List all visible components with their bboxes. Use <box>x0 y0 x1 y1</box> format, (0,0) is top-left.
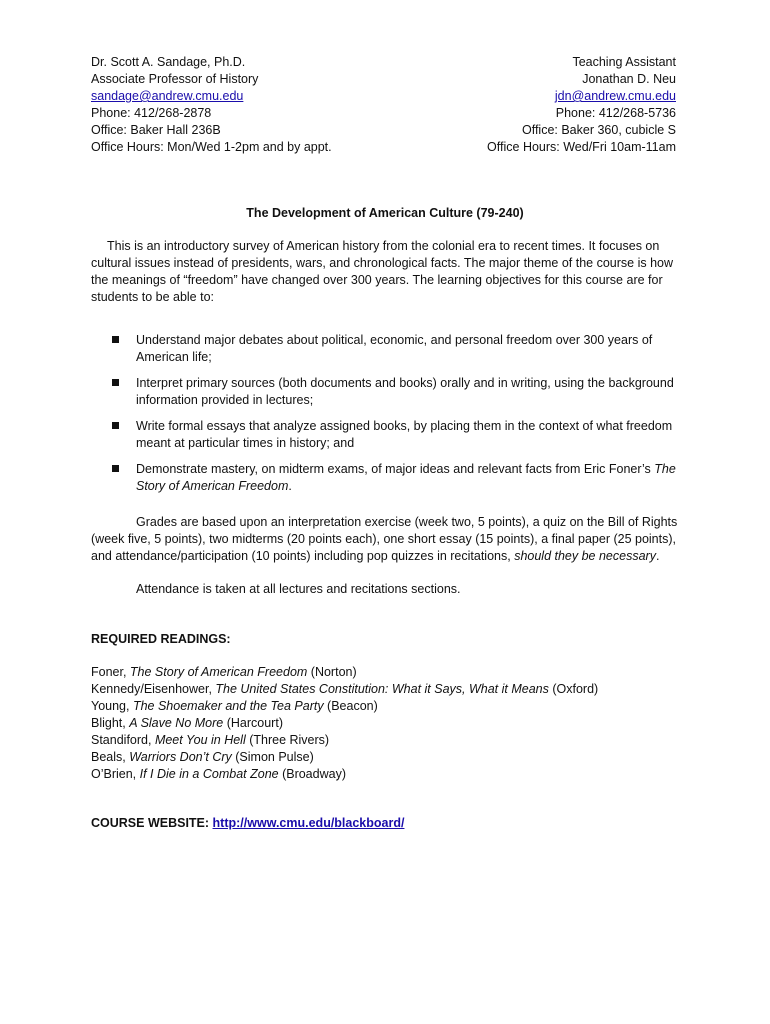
reading-item <box>91 749 598 766</box>
reading-publisher: (Oxford) <box>548 682 599 696</box>
reading-publisher: (Simon Pulse) <box>231 750 314 764</box>
objective-text: Understand major debates about political, economic, and personal freedom over 300 years of American life; <box>136 333 653 364</box>
grading-emphasis: should they be necessary <box>514 549 656 563</box>
objective-end: . <box>288 479 292 493</box>
reading-title: A Slave No More <box>129 716 224 730</box>
reading-title: If I Die in a Combat Zone <box>139 767 279 781</box>
course-title: The Development of American Culture (79-240) <box>246 206 524 220</box>
objective-text: Write formal essays that analyze assigned books, by placing them in the context of what freedom meant at particular times in history; and <box>136 419 673 450</box>
objective-item <box>111 375 691 409</box>
reading-publisher: (Three Rivers) <box>245 733 330 747</box>
objective-item <box>111 332 691 366</box>
grading-end: . <box>655 549 660 563</box>
professor-name: Dr. Scott A. Sandage, Ph.D. <box>91 55 246 69</box>
reading-item <box>91 664 598 681</box>
square-bullet-icon <box>112 422 119 429</box>
reading-title: The Shoemaker and the Tea Party <box>132 699 324 713</box>
reading-item <box>91 766 598 783</box>
professor-title: Associate Professor of History <box>91 72 259 86</box>
reading-item <box>91 681 598 698</box>
assistant-contact <box>487 54 676 156</box>
professor-hours: Office Hours: Mon/Wed 1-2pm and by appt. <box>91 140 332 154</box>
reading-title: Meet You in Hell <box>154 733 246 747</box>
grading-text: Grades are based upon an interpretation exercise (week two, 5 points), a quiz on the Bill of Rights (week five, 5 points), two midterms (20 points each), one short essay (15 points), a final paper (25 points), and attendance/participation (10 points) including pop quizzes in recitations, <box>91 515 678 563</box>
assistant-phone: Phone: 412/268-5736 <box>555 106 676 120</box>
square-bullet-icon <box>112 336 119 343</box>
reading-title: Warriors Don’t Cry <box>129 750 232 764</box>
reading-item <box>91 698 598 715</box>
reading-item <box>91 715 598 732</box>
square-bullet-icon <box>112 379 119 386</box>
professor-email-link[interactable]: sandage@andrew.cmu.edu <box>91 89 244 103</box>
course-website <box>91 815 404 832</box>
reading-author: Standiford, <box>91 733 155 747</box>
reading-author: Young, <box>91 699 133 713</box>
professor-contact <box>91 54 332 156</box>
assistant-office: Office: Baker 360, cubicle S <box>521 123 676 137</box>
objective-book-title: The Story of American Freedom <box>136 462 676 493</box>
square-bullet-icon <box>112 465 119 472</box>
website-label: COURSE WEBSITE: <box>91 816 213 830</box>
objective-item <box>111 418 691 452</box>
objective-text: Demonstrate mastery, on midterm exams, of major ideas and relevant facts from Eric Foner’s <box>136 462 655 476</box>
reading-publisher: (Harcourt) <box>223 716 283 730</box>
reading-author: Foner, <box>91 665 130 679</box>
professor-office: Office: Baker Hall 236B <box>91 123 221 137</box>
assistant-email-link[interactable]: jdn@andrew.cmu.edu <box>554 89 676 103</box>
reading-publisher: (Broadway) <box>278 767 346 781</box>
reading-publisher: (Norton) <box>307 665 357 679</box>
objective-item <box>111 461 691 495</box>
professor-phone: Phone: 412/268-2878 <box>91 106 212 120</box>
readings-heading: REQUIRED READINGS: <box>91 632 231 646</box>
reading-title: The United States Constitution: What it Says, What it Means <box>215 682 549 696</box>
reading-author: Kennedy/Eisenhower, <box>91 682 216 696</box>
website-link[interactable]: http://www.cmu.edu/blackboard/ <box>212 816 405 830</box>
assistant-hours: Office Hours: Wed/Fri 10am-11am <box>487 140 676 154</box>
reading-title: The Story of American Freedom <box>129 665 308 679</box>
objective-text: Interpret primary sources (both documents and books) orally and in writing, using the background information provided in lectures; <box>136 376 674 407</box>
reading-author: Beals, <box>91 750 130 764</box>
attendance-note: Attendance is taken at all lectures and recitations sections. <box>136 582 461 596</box>
grading-paragraph <box>91 514 687 565</box>
reading-author: Blight, <box>91 716 130 730</box>
reading-item <box>91 732 598 749</box>
readings-list <box>91 664 598 783</box>
reading-author: O’Brien, <box>91 767 140 781</box>
learning-objectives <box>111 332 691 504</box>
assistant-title: Teaching Assistant <box>572 55 676 69</box>
assistant-name: Jonathan D. Neu <box>582 72 676 86</box>
course-intro: This is an introductory survey of American history from the colonial era to recent times. It focuses on cultural issues instead of presidents, wars, and chronological facts. The major theme of the course is how the meanings of “freedom” have changed over 300 years. The learning objectives for this course are for students to be able to: <box>91 239 674 304</box>
reading-publisher: (Beacon) <box>323 699 378 713</box>
